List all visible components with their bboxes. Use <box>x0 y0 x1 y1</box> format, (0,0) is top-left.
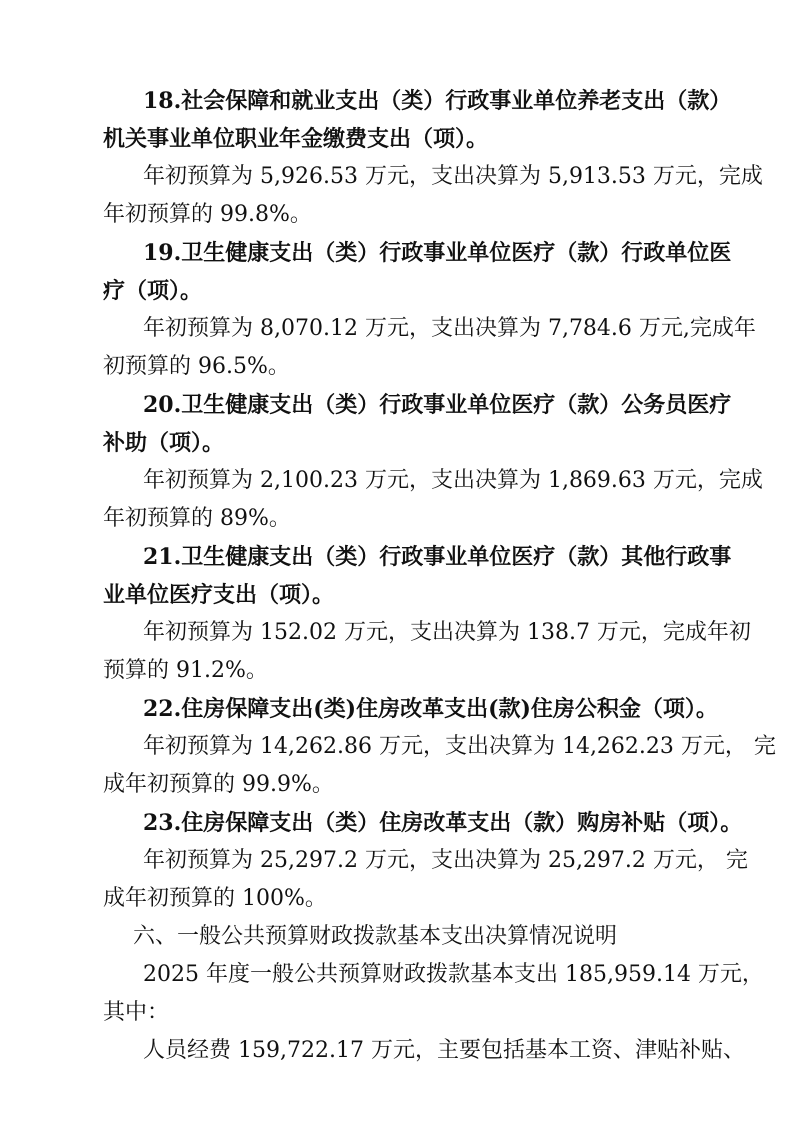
item-21-paragraph-line-2: 预算的 91.2%。 <box>103 658 268 683</box>
item-18-paragraph-line-1: 年初预算为 5,926.53 万元，支出决算为 5,913.53 万元，完成 <box>143 164 763 189</box>
item-20-paragraph-line-2: 年初预算的 89%。 <box>103 506 291 531</box>
item-19-paragraph-line-2: 初预算的 96.5%。 <box>103 354 290 379</box>
item-22-paragraph-line-2: 成年初预算的 99.9%。 <box>103 772 334 797</box>
item-21-paragraph-line-1: 年初预算为 152.02 万元，支出决算为 138.7 万元，完成年初 <box>143 620 751 645</box>
item-21-heading-line-1: 21.卫生健康支出（类）行政事业单位医疗（款）其他行政事 <box>143 544 732 570</box>
item-23-paragraph-line-1: 年初预算为 25,297.2 万元，支出决算为 25,297.2 万元， 完 <box>143 848 748 873</box>
item-19-heading-line-1: 19.卫生健康支出（类）行政事业单位医疗（款）行政单位医 <box>143 240 732 266</box>
item-19-heading-line-2: 疗（项）。 <box>103 278 203 304</box>
item-22-heading: 22.住房保障支出(类)住房改革支出(款)住房公积金（项）。 <box>143 696 718 722</box>
item-18-heading-line-2: 机关事业单位职业年金缴费支出（项）。 <box>103 126 489 152</box>
item-23-paragraph-line-2: 成年初预算的 100%。 <box>103 886 327 911</box>
item-18-paragraph-line-2: 年初预算的 99.8%。 <box>103 202 312 227</box>
item-18-heading-line-1: 18.社会保障和就业支出（类）行政事业单位养老支出（款） <box>143 88 732 114</box>
section-6-paragraph-line-2: 其中： <box>103 1000 170 1025</box>
item-20-heading-line-1: 20.卫生健康支出（类）行政事业单位医疗（款）公务员医疗 <box>143 392 732 418</box>
section-6-heading: 六、一般公共预算财政拨款基本支出决算情况说明 <box>133 924 618 949</box>
item-22-paragraph-line-1: 年初预算为 14,262.86 万元，支出决算为 14,262.23 万元， 完 <box>143 734 776 759</box>
item-20-paragraph-line-1: 年初预算为 2,100.23 万元，支出决算为 1,869.63 万元，完成 <box>143 468 763 493</box>
section-6-paragraph-line-1: 2025 年度一般公共预算财政拨款基本支出 185,959.14 万元， <box>143 962 764 987</box>
section-6-paragraph-line-3: 人员经费 159,722.17 万元，主要包括基本工资、津贴补贴、 <box>143 1038 745 1063</box>
item-21-heading-line-2: 业单位医疗支出（项）。 <box>103 582 335 608</box>
item-19-paragraph-line-1: 年初预算为 8,070.12 万元，支出决算为 7,784.6 万元,完成年 <box>143 316 756 341</box>
item-20-heading-line-2: 补助（项）。 <box>103 430 225 456</box>
item-23-heading: 23.住房保障支出（类）住房改革支出（款）购房补贴（项）。 <box>143 810 743 836</box>
